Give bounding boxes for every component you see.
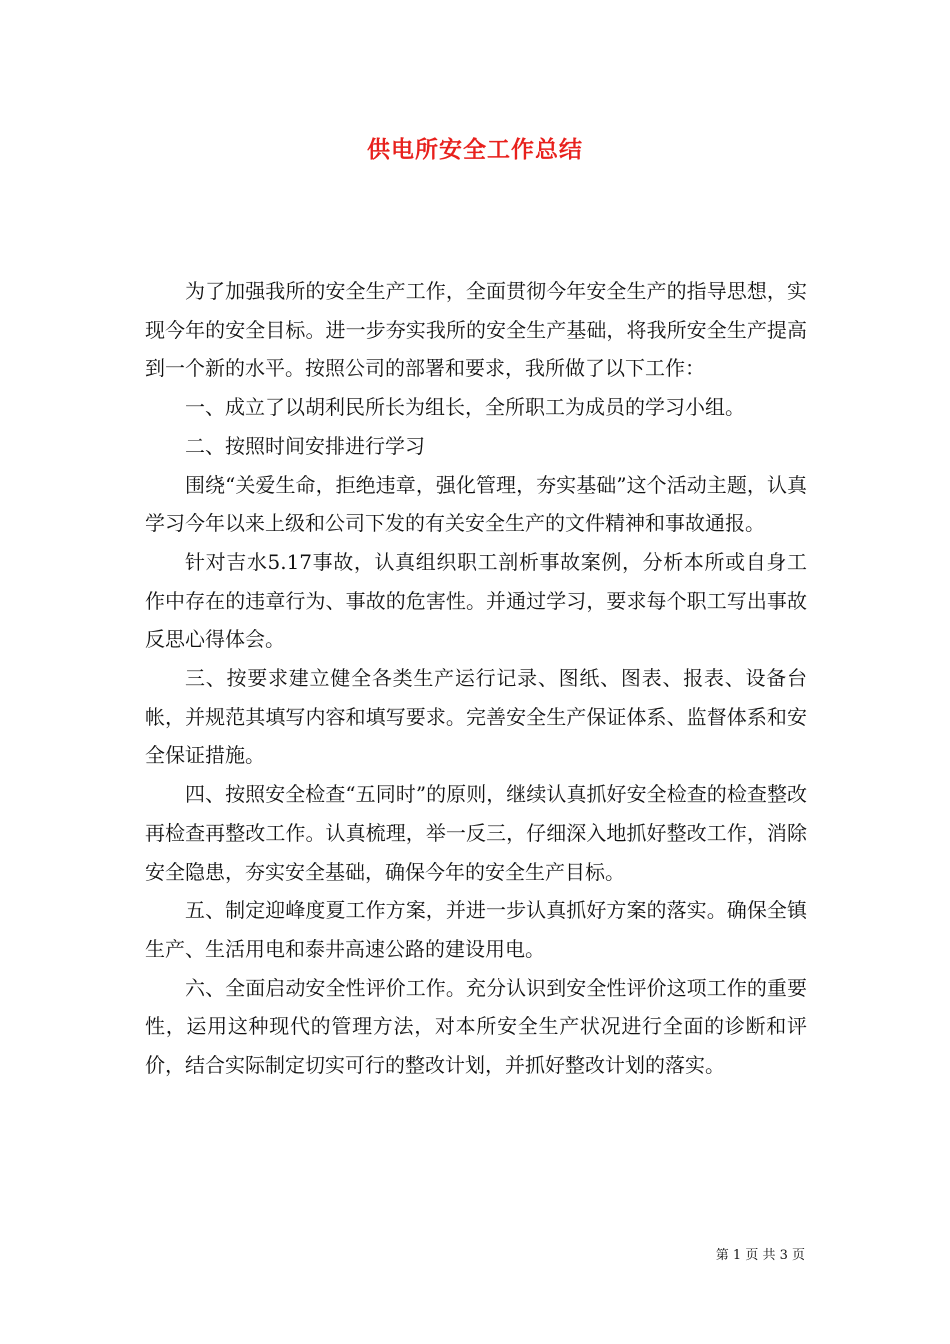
paragraph-item-6: 六、全面启动安全性评价工作。充分认识到安全性评价这项工作的重要性，运用这种现代的管理方法，对本所安全生产状况进行全面的诊断和评价，结合实际制定切实可行的整改计划，并抓好整改计划的落实。 xyxy=(145,975,807,1078)
paragraph-item-2: 二、按照时间安排进行学习 xyxy=(185,433,425,458)
paragraph-item-4: 四、按照安全检查“五同时”的原则，继续认真抓好安全检查的检查整改再检查再整改工作。认真梳理，举一反三，仔细深入地抓好整改工作，消除安全隐患，夯实安全基础，确保今年的安全生产目标。 xyxy=(145,782,807,884)
document-body xyxy=(145,272,807,1085)
paragraph-accident-analysis: 针对吉水5.17事故，认真组织职工剖析事故案例，分析本所或自身工作中存在的违章行为、事故的危害性。并通过学习，要求每个职工写出事故反思心得体会。 xyxy=(145,549,807,652)
paragraph-intro: 为了加强我所的安全生产工作，全面贯彻今年安全生产的指导思想，实现今年的安全目标。进一步夯实我所的安全生产基础，将我所安全生产提高到一个新的水平。按照公司的部署和要求，我所做了以下工作： xyxy=(145,279,807,381)
paragraph-item-1: 一、成立了以胡利民所长为组长，全所职工为成员的学习小组。 xyxy=(185,395,745,420)
paragraph-item-5: 五、制定迎峰度夏工作方案，并进一步认真抓好方案的落实。确保全镇生产、生活用电和泰井高速公路的建设用电。 xyxy=(145,898,807,961)
document-title: 供电所安全工作总结 xyxy=(367,136,583,163)
paragraph-study-theme: 围绕“关爱生命，拒绝违章，强化管理，夯实基础”这个活动主题，认真学习今年以来上级和公司下发的有关安全生产的文件精神和事故通报。 xyxy=(145,472,807,536)
paragraph-item-3: 三、按要求建立健全各类生产运行记录、图纸、图表、报表、设备台帐，并规范其填写内容和填写要求。完善安全生产保证体系、监督体系和安全保证措施。 xyxy=(145,666,807,768)
page-number-footer: 第 1 页 共 3 页 xyxy=(715,1248,805,1263)
